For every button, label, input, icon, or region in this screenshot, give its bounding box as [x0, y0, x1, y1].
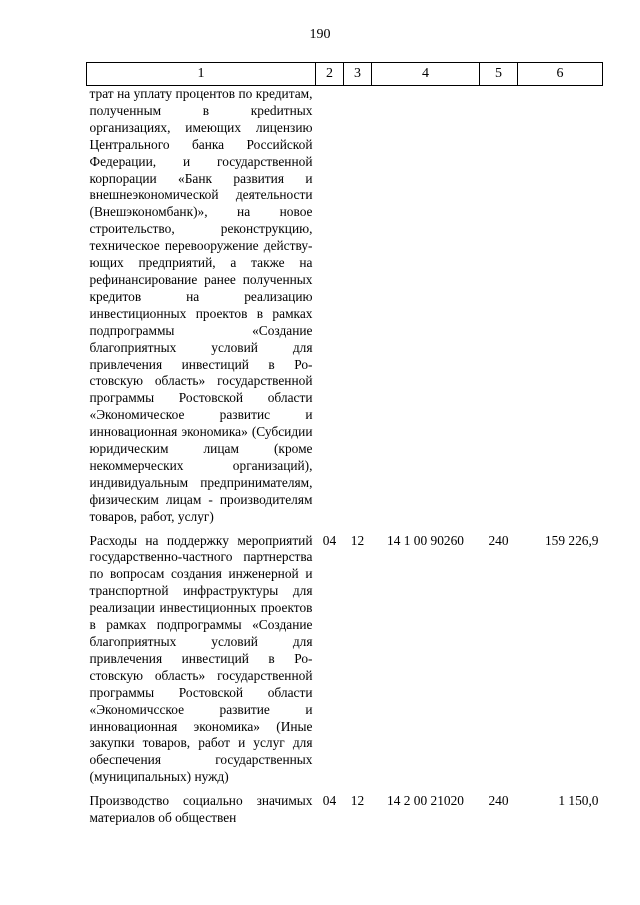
row-amount: 1 150,0: [558, 793, 599, 809]
header-col-1: 1: [87, 63, 316, 86]
table-row: [87, 786, 603, 827]
budget-table: [86, 62, 603, 827]
row-section: 04: [322, 532, 337, 548]
row-description: трат на уплату процентов по кредитам, полученным в креdитных организациях, имеющих лицензию Центрального банка Российской Федерации, и государственной корпорации «Банк развития и внешнеэкономической деятельности (Внешэкономбанк)», на новое строительство, реконструкцию, техническое перевооружение действующих предприятий, а также на рефинансирование ранее полученных кредитов на реализацию инвестиционных проектов в рамках подпрограммы «Создание благоприятных условий для привлечения инвестиций в Ростовскую область» государственной программы Ростовской области «Экономическое развитис и инновационная экономика» (Субсидии юридическим лицам (кроме некоммерческих организаций), индивидуальным предпринимателям, физическим лицам - производителям товаров, работ, услуг): [89, 86, 313, 524]
row-section: 04: [322, 793, 337, 809]
page-number: 190: [309, 27, 331, 42]
row-amount: [518, 86, 603, 526]
row-expense-type: [480, 86, 518, 526]
header-col-5: 5: [480, 63, 518, 86]
row-subsection: [344, 86, 372, 526]
row-section: [316, 86, 344, 526]
header-row: [87, 63, 603, 86]
table-row: [87, 526, 603, 787]
row-subsection: 12: [350, 532, 365, 548]
row-description: Расходы на поддержку мероприятий государственно-частного партнерства по вопросам создания инженерной и транспортной инфраструктуры для реализации инвестиционных проектов в рамках подпрограммы «Создание благоприятных условий для привлечения инвестиций в Ростовскую область» государственной программы Ростовской области «Экономичсское развитие и инновационная экономика» (Иные закупки товаров, работ и услуг для обеспечения государственных (муниципальных) нужд): [89, 532, 313, 785]
row-amount: 159 226,9: [544, 532, 599, 548]
header-col-4: 4: [372, 63, 480, 86]
row-expense-type: 240: [488, 793, 509, 809]
header-col-2: 2: [316, 63, 344, 86]
header-col-6: 6: [518, 63, 603, 86]
row-target-article: 14 2 00 21020: [387, 793, 464, 809]
header-col-3: 3: [344, 63, 372, 86]
row-subsection: 12: [350, 793, 365, 809]
row-target-article: 14 1 00 90260: [387, 532, 464, 548]
row-expense-type: 240: [488, 532, 509, 548]
row-description: Производство социально значимых материалов об обществен: [89, 793, 313, 826]
table-row: [87, 86, 603, 526]
row-target-article: [372, 86, 480, 526]
